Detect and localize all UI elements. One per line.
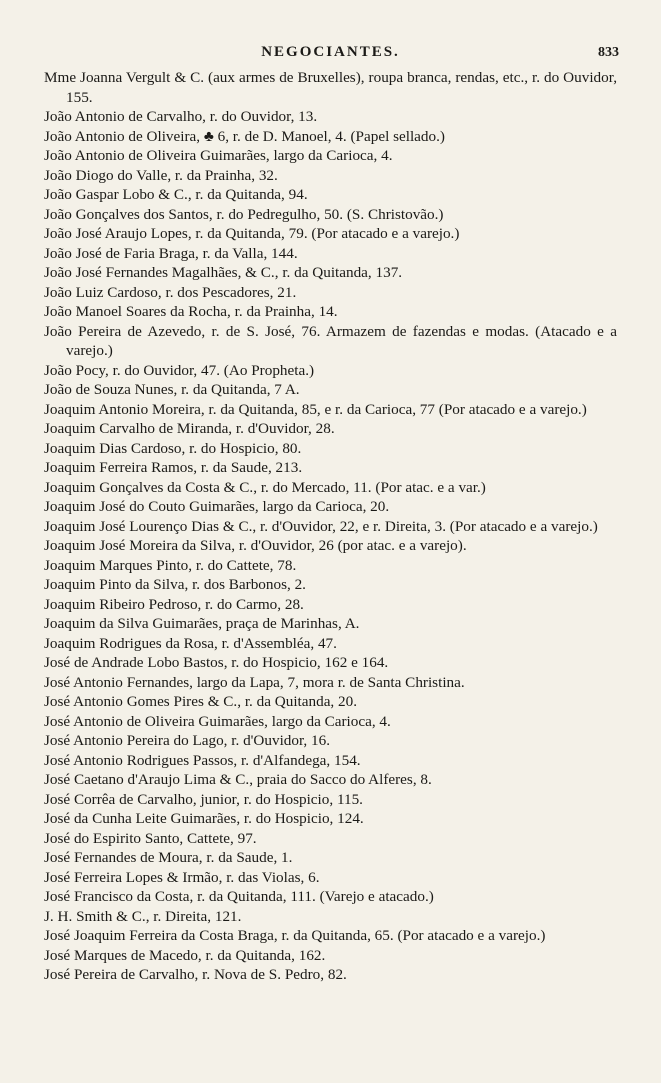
merchant-entry: José Caetano d'Araujo Lima & C., praia do Sacco do Alferes, 8. [44,771,432,788]
merchant-entry: Joaquim Gonçalves da Costa & C., r. do Mercado, 11. (Por atac. e a var.) [44,478,486,496]
merchant-entry: Joaquim Ribeiro Pedroso, r. do Carmo, 28. [44,595,304,613]
merchant-entry: J. H. Smith & C., r. Direita, 121. [44,907,242,925]
merchant-entry: José Marques de Macedo, r. da Quitanda, 162. [44,946,326,964]
merchant-entry: João Manoel Soares da Rocha, r. da Prainha, 14. [44,303,338,320]
merchant-entry: João Antonio de Oliveira Guimarães, largo da Carioca, 4. [44,147,393,164]
section-title: NEGOCIANTES. [261,44,400,60]
merchant-entry: José de Andrade Lobo Bastos, r. do Hospicio, 162 e 164. [44,654,389,671]
merchant-entry: Joaquim Rodrigues da Rosa, r. d'Assembléa, 47. [44,634,337,652]
merchant-list [44,68,617,985]
merchant-entry: João Gonçalves dos Santos, r. do Pedregulho, 50. (S. Christovão.) [44,205,444,223]
merchant-entry: Joaquim José Lourenço Dias & C., r. d'Ouvidor, 22, e r. Direita, 3. (Por atacado e a varejo.) [44,517,598,535]
merchant-entry: Joaquim Antonio Moreira, r. da Quitanda, 85, e r. da Carioca, 77 (Por atacado e a varejo.) [44,400,587,418]
merchant-entry: João Antonio de Oliveira, ♣ 6, r. de D. Manoel, 4. (Papel sellado.) [44,127,445,145]
merchant-entry: Joaquim José Moreira da Silva, r. d'Ouvidor, 26 (por atac. e a varejo). [44,537,467,554]
merchant-entry: João José Araujo Lopes, r. da Quitanda, 79. (Por atacado e a varejo.) [44,225,460,242]
merchant-entry: José Corrêa de Carvalho, junior, r. do Hospicio, 115. [44,790,363,808]
merchant-entry: José Antonio Fernandes, largo da Lapa, 7, mora r. de Santa Christina. [44,673,465,691]
page-number: 833 [598,45,619,60]
merchant-entry: João José de Faria Braga, r. da Valla, 144. [44,244,298,262]
merchant-entry: Joaquim Dias Cardoso, r. do Hospicio, 80. [44,439,302,457]
merchant-entry: José Pereira de Carvalho, r. Nova de S. Pedro, 82. [44,966,347,983]
merchant-entry: José Fernandes de Moura, r. da Saude, 1. [44,849,293,866]
merchant-entry: Joaquim Ferreira Ramos, r. da Saude, 213. [44,459,303,476]
merchant-entry: Joaquim José do Couto Guimarães, largo da Carioca, 20. [44,498,390,515]
merchant-entry: João Diogo do Valle, r. da Prainha, 32. [44,166,278,184]
merchant-entry: Joaquim Marques Pinto, r. do Cattete, 78. [44,556,297,574]
merchant-entry: João Luiz Cardoso, r. dos Pescadores, 21. [44,283,297,301]
merchant-entry: Joaquim Carvalho de Miranda, r. d'Ouvidor, 28. [44,420,335,437]
merchant-entry: José Antonio Pereira do Lago, r. d'Ouvidor, 16. [44,732,331,749]
page-header [0,44,661,70]
merchant-entry: Joaquim da Silva Guimarães, praça de Marinhas, A. [44,615,360,632]
merchant-entry: Mme Joanna Vergult & C. (aux armes de Bruxelles), roupa branca, rendas, etc., r. do Ouvidor, 155. [44,69,617,106]
merchant-entry: João José Fernandes Magalhães, & C., r. da Quitanda, 137. [44,264,403,281]
merchant-entry: José Antonio de Oliveira Guimarães, largo da Carioca, 4. [44,712,391,730]
merchant-entry: José Ferreira Lopes & Irmão, r. das Violas, 6. [44,868,320,886]
merchant-entry: José Joaquim Ferreira da Costa Braga, r. da Quitanda, 65. (Por atacado e a varejo.) [44,927,546,944]
merchant-entry: João Pereira de Azevedo, r. de S. José, 76. Armazem de fazendas e modas. (Atacado e a varejo.) [44,322,617,359]
merchant-entry: João Antonio de Carvalho, r. do Ouvidor, 13. [44,108,318,125]
merchant-entry: Joaquim Pinto da Silva, r. dos Barbonos, 2. [44,576,306,593]
merchant-entry: João de Souza Nunes, r. da Quitanda, 7 A. [44,381,300,398]
merchant-entry: José Francisco da Costa, r. da Quitanda, 111. (Varejo e atacado.) [44,888,434,905]
merchant-entry: João Pocy, r. do Ouvidor, 47. (Ao Propheta.) [44,361,315,379]
merchant-entry: João Gaspar Lobo & C., r. da Quitanda, 94. [44,186,308,203]
merchant-entry: José da Cunha Leite Guimarães, r. do Hospicio, 124. [44,810,364,827]
merchant-entry: José Antonio Gomes Pires & C., r. da Quitanda, 20. [44,693,358,710]
merchant-entry: José Antonio Rodrigues Passos, r. d'Alfandega, 154. [44,751,361,769]
merchant-entry: José do Espirito Santo, Cattete, 97. [44,829,257,847]
